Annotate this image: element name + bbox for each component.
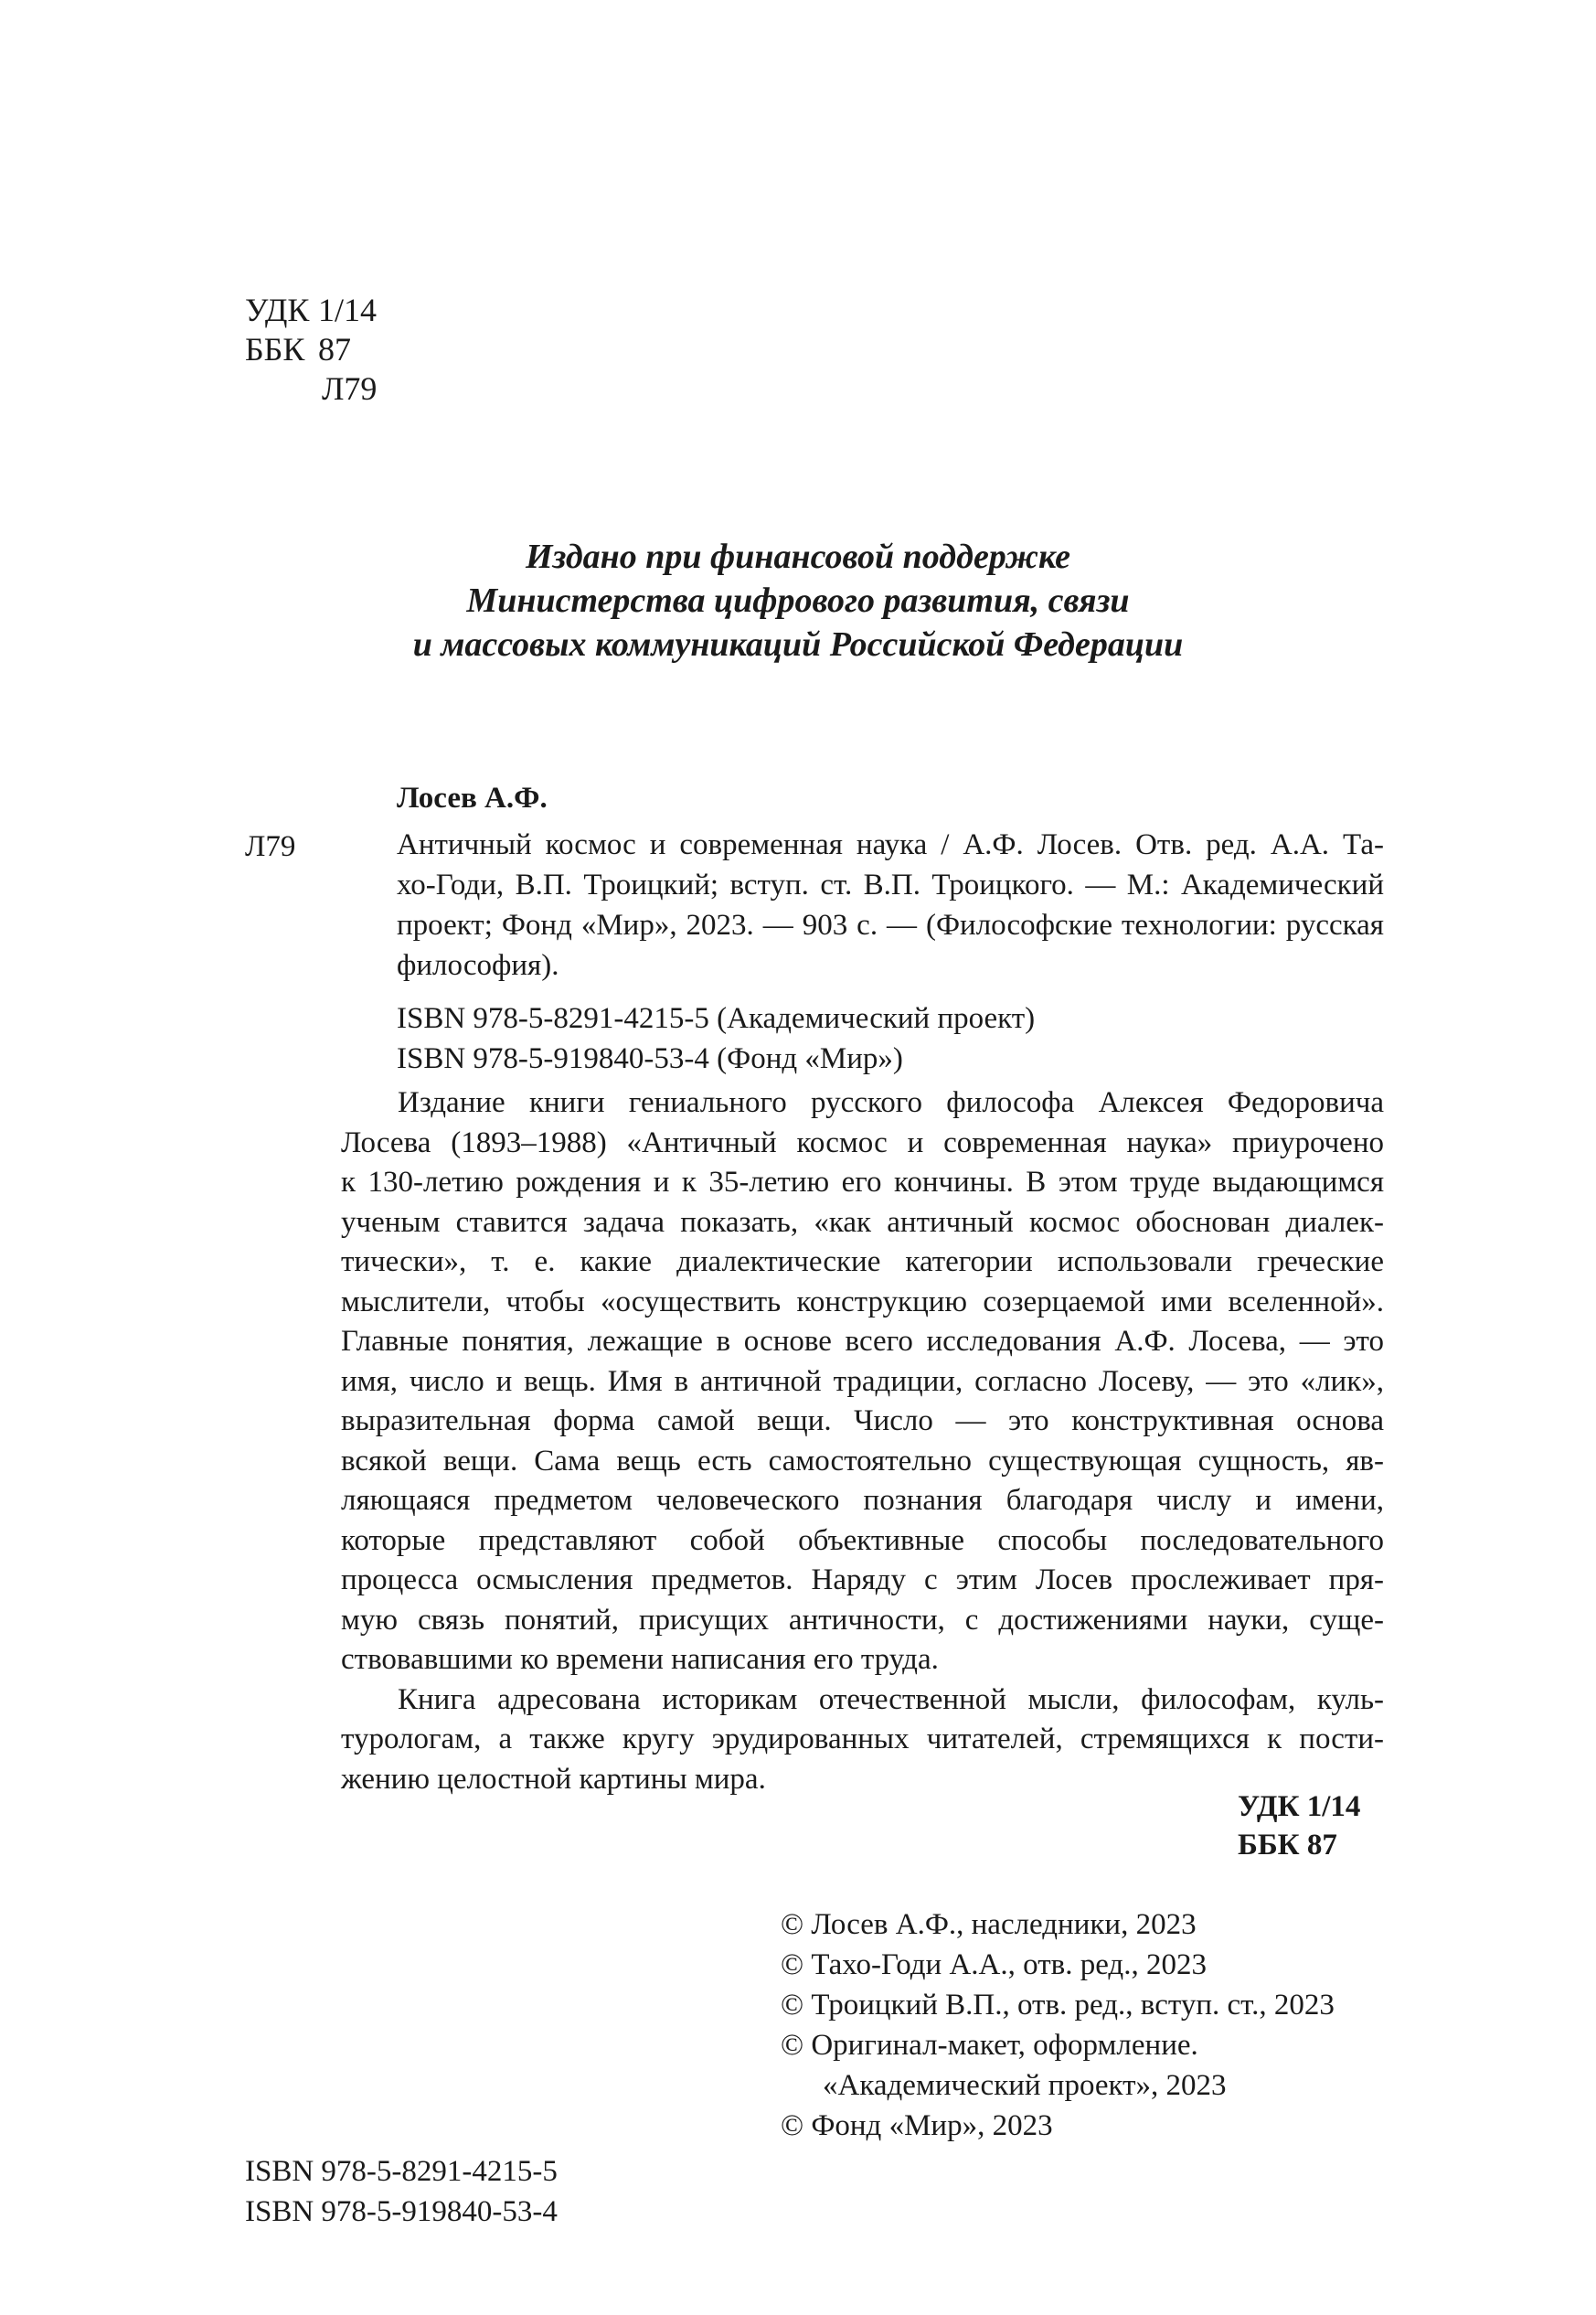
copyright-line: © Лосев А.Ф., наследники, 2023 [781, 1908, 1197, 1941]
copyright-line: © Троицкий В.П., отв. ред., вступ. ст., 2023 [781, 1989, 1335, 2022]
funding-line-1: Издано при финансовой поддержке [525, 538, 1071, 576]
annotation-line: Лосева (1893–1988) «Античный космос и современная наука» приурочено [341, 1125, 1384, 1159]
annotation-line: тически», т. е. какие диалектические категории использовали греческие [341, 1245, 1384, 1278]
biblio-line: философия). [397, 949, 559, 982]
udk-value: 1/14 [318, 292, 378, 328]
annotation-line: имя, число и вещь. Имя в античной традиции, согласно Лосеву, — это «лик», [341, 1364, 1384, 1398]
annotation-line: процесса осмысления предметов. Наряду с этим Лосев прослеживает пря- [341, 1563, 1384, 1596]
copyright-list [781, 1904, 1335, 2146]
bbk-row [245, 330, 377, 369]
copyright-line: © Оригинал-макет, оформление. [781, 2029, 1198, 2062]
annotation-line: Главные понятия, лежащие в основе всего исследования А.Ф. Лосева, — это [341, 1325, 1384, 1358]
annotation-line: Книга адресована историкам отечественной мысли, философам, куль- [398, 1682, 1384, 1716]
isbn-list [397, 998, 1035, 1079]
annotation-line: Издание книги гениального русского философа Алексея Федоровича [398, 1086, 1384, 1119]
udk-label: УДК [245, 292, 310, 328]
isbn-line: ISBN 978-5-8291-4215-5 (Академический проект) [397, 1002, 1036, 1035]
annotation-line: к 130-летию рождения и к 35-летию его кончины. В этом труде выдающимся [341, 1166, 1384, 1199]
biblio-line: проект; Фонд «Мир», 2023. — 903 с. — (Философские технологии: русская [397, 909, 1384, 942]
annotation-line: всякой вещи. Сама вещь есть самостоятельно существующая сущность, яв- [341, 1444, 1384, 1478]
copyright-line: © Фонд «Мир», 2023 [781, 2109, 1053, 2142]
biblio-line: хо-Годи, В.П. Троицкий; вступ. ст. В.П. Троицкого. — М.: Академический [397, 869, 1384, 901]
annotation-line: ученым ставится задача показать, «как античный космос обоснован диалек- [341, 1205, 1384, 1239]
isbn-bottom-line: ISBN 978-5-8291-4215-5 [245, 2155, 558, 2188]
funding-line-2: Министерства цифрового развития, связи [466, 581, 1130, 620]
annotation-line: мыслители, чтобы «осуществить конструкцию созерцаемой ими вселенной». [341, 1285, 1384, 1318]
annotation-line: мую связь понятий, присущих античности, с достижениями науки, суще- [341, 1603, 1384, 1637]
copyright-line: © Тахо-Годи А.А., отв. ред., 2023 [781, 1948, 1207, 1981]
annotation [341, 1083, 1384, 1799]
bbk-label: ББК [245, 331, 305, 368]
annotation-line: жению целостной картины мира. [341, 1762, 766, 1796]
bbk-bottom: ББК 87 [1238, 1829, 1337, 1862]
author-mark: Л79 [245, 830, 296, 863]
udk-row [245, 291, 377, 330]
annotation-line: выразительная форма самой вещи. Число — это конструктивная основа [341, 1404, 1384, 1437]
annotation-line: ляющаяся предметом человеческого познания благодаря числу и имени, [341, 1484, 1384, 1517]
annotation-line: которые представляют собой объективные способы последовательного [341, 1523, 1384, 1557]
funding-line-3: и массовых коммуникаций Российской Федерации [412, 625, 1184, 664]
isbn-line: ISBN 978-5-919840-53-4 (Фонд «Мир») [397, 1042, 903, 1075]
isbn-bottom-line: ISBN 978-5-919840-53-4 [245, 2195, 558, 2228]
classification-block [245, 291, 377, 409]
isbn-bottom [245, 2151, 558, 2232]
bibliographic-description [397, 825, 1384, 986]
udk-bottom: УДК 1/14 [1238, 1790, 1361, 1823]
bbk-value: 87 [318, 331, 351, 368]
funding-note [0, 535, 1596, 667]
author-heading: Лосев А.Ф. [397, 782, 548, 815]
annotation-line: турологам, а также кругу эрудированных читателей, стремящихся к пости- [341, 1723, 1384, 1755]
classification-block-bottom [1238, 1787, 1360, 1864]
author-mark-top: Л79 [322, 370, 378, 407]
copyright-line: «Академический проект», 2023 [823, 2069, 1227, 2102]
annotation-line: ствовавшими ко времени написания его труда. [341, 1643, 939, 1676]
biblio-line: Античный космос и современная наука / А.Ф. Лосев. Отв. ред. А.А. Та- [397, 828, 1384, 861]
